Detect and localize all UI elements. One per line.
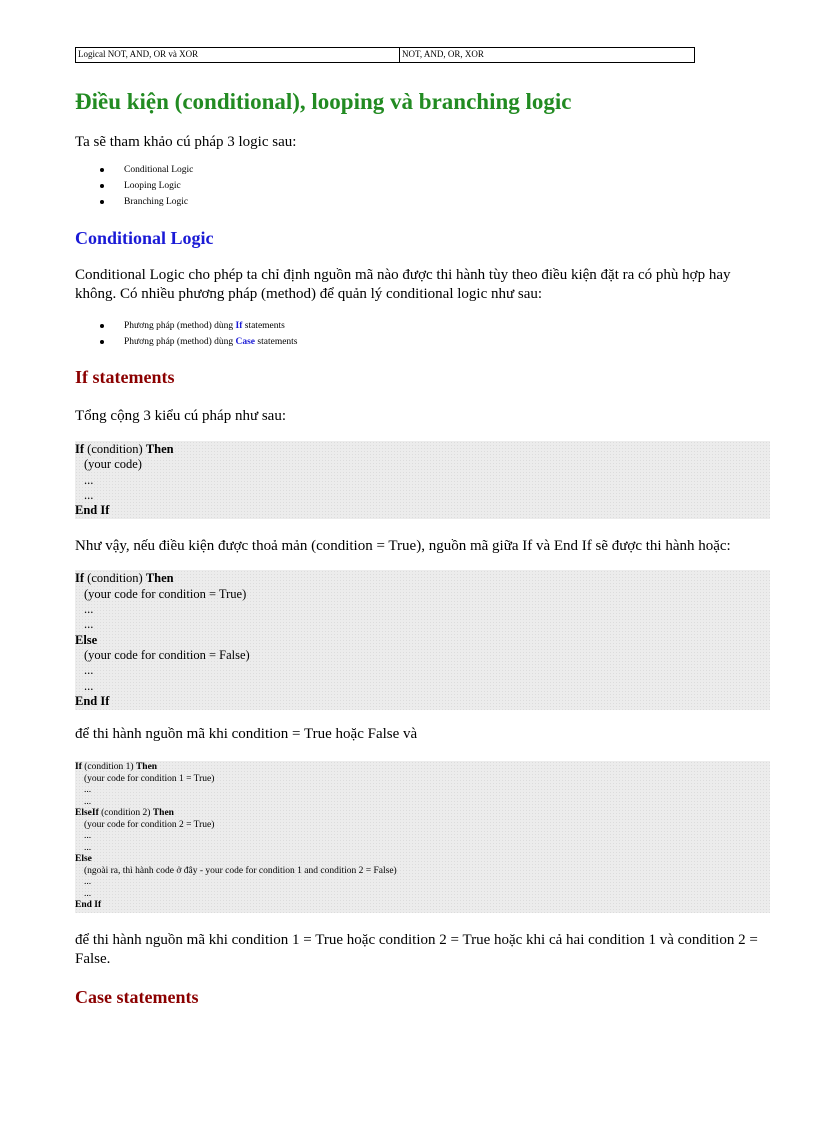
- code-line: If (condition) Then: [75, 442, 174, 456]
- if-intro-paragraph: Tổng cộng 3 kiểu cú pháp như sau:: [75, 408, 287, 424]
- code-line: ...: [84, 663, 94, 678]
- code-block-elseif: [75, 761, 770, 913]
- code-line: ElseIf (condition 2) Then: [75, 808, 174, 819]
- code-line: (your code for condition 1 = True): [84, 773, 215, 784]
- list-item: Looping Logic: [75, 178, 770, 194]
- code-line: ...: [84, 678, 94, 693]
- elseif-explanation-paragraph: để thi hành nguồn mã khi condition 1 = True hoặc condition 2 = True hoặc khi cả hai condition 1 và condition 2 = False.: [75, 931, 758, 967]
- page-title: Điều kiện (conditional), looping và branching logic: [75, 89, 572, 114]
- method-keyword: If: [235, 321, 243, 331]
- if-explanation-paragraph: Như vậy, nếu điều kiện được thoả mản (condition = True), nguồn mã giữa If và End If sẽ được thi hành hoặc:: [75, 538, 731, 555]
- code-line: ...: [84, 487, 94, 502]
- logic-list: [75, 162, 770, 210]
- conditional-logic-heading: Conditional Logic: [75, 228, 214, 248]
- code-line: ...: [84, 785, 92, 796]
- code-block-if-else: [75, 570, 770, 710]
- code-line: (your code): [84, 457, 142, 472]
- method-list: [75, 318, 770, 350]
- header-right-cell: NOT, AND, OR, XOR: [402, 49, 484, 59]
- code-line: End If: [75, 900, 102, 911]
- method-suffix: statements: [255, 337, 298, 347]
- conditional-logic-paragraph: Conditional Logic cho phép ta chỉ định nguồn mã nào được thi hành tùy theo điều kiện đặt ra có phù hợp hay không. Có nhiều phương pháp (method) để quản lý conditional logic như sau:: [75, 267, 731, 302]
- code-line: (your code for condition = True): [84, 586, 247, 601]
- list-item: Conditional Logic: [75, 162, 770, 178]
- intro-paragraph: Ta sẽ tham khảo cú pháp 3 logic sau:: [75, 134, 297, 150]
- code-line: End If: [75, 693, 110, 708]
- if-else-explanation-paragraph: để thi hành nguồn mã khi condition = True hoặc False và: [75, 726, 418, 743]
- code-line: ...: [84, 617, 94, 632]
- method-prefix: Phương pháp (method) dùng: [124, 337, 236, 347]
- code-line: ...: [84, 472, 94, 487]
- code-line: End If: [75, 503, 110, 518]
- code-line: (ngoài ra, thì hành code ở đây - your code for condition 1 and condition 2 = False): [84, 865, 397, 876]
- method-prefix: Phương pháp (method) dùng: [124, 321, 236, 331]
- method-suffix: statements: [242, 321, 285, 331]
- method-keyword: Case: [235, 337, 256, 347]
- case-statements-heading: Case statements: [75, 986, 199, 1007]
- page-header: [75, 47, 695, 63]
- code-line: If (condition 1) Then: [75, 762, 158, 773]
- method-item-case: [75, 334, 770, 350]
- code-line: Else: [75, 632, 98, 647]
- header-left-cell: Logical NOT, AND, OR và XOR: [76, 48, 400, 62]
- document-page: [75, 47, 770, 1008]
- code-line: ...: [84, 796, 92, 807]
- code-line: Else: [75, 854, 92, 865]
- code-line: If (condition) Then: [75, 571, 174, 586]
- code-block-if: [75, 441, 770, 519]
- method-item-if: [75, 318, 770, 334]
- if-statements-heading: If statements: [75, 367, 175, 387]
- code-line: ...: [84, 888, 92, 899]
- code-line: ...: [84, 831, 92, 842]
- list-item: Branching Logic: [75, 194, 770, 210]
- code-line: (your code for condition 2 = True): [84, 819, 215, 830]
- code-line: ...: [84, 842, 92, 853]
- code-line: ...: [84, 877, 92, 888]
- code-line: ...: [84, 602, 94, 617]
- code-line: (your code for condition = False): [84, 647, 250, 662]
